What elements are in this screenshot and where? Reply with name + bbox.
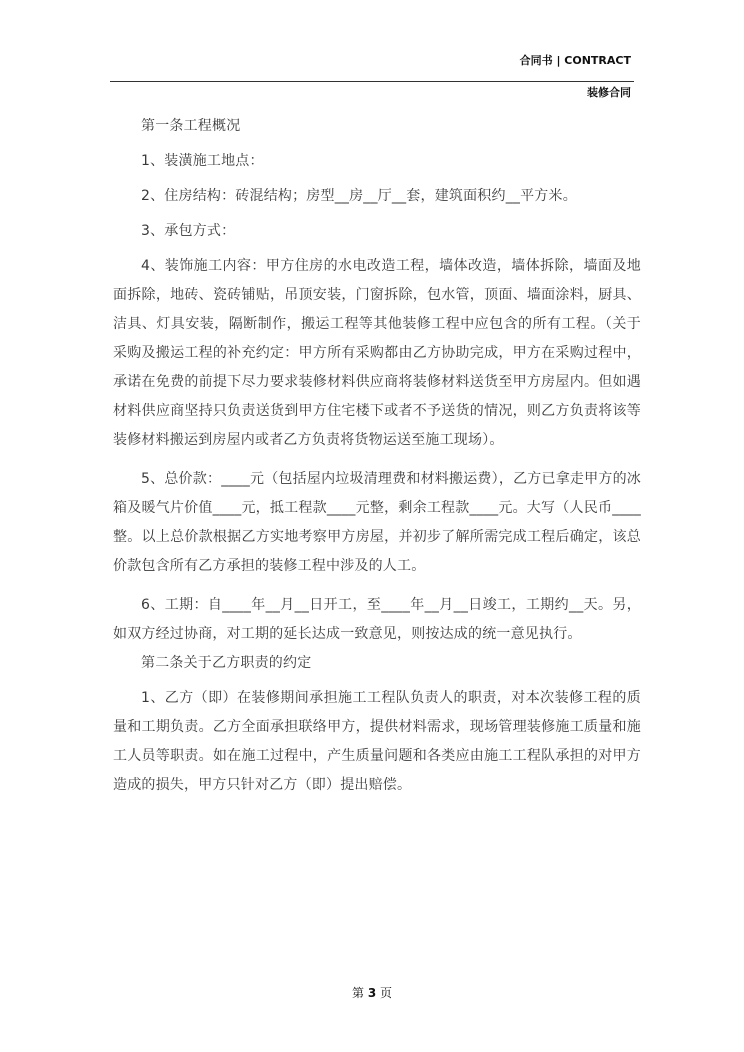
document-body xyxy=(113,112,641,800)
section-heading-1: 第一条工程概况 xyxy=(141,118,241,134)
page-footer xyxy=(0,984,744,1001)
page-number: 3 xyxy=(367,986,377,1000)
header-divider xyxy=(110,81,634,82)
clause-1-1: 1、装潢施工地点： xyxy=(141,153,264,169)
clause-1-5: 5、总价款：____元（包括屋内垃圾清理费和材料搬运费），乙方已拿走甲方的冰箱及暖气片价值____元，抵工程款____元整，剩余工程款____元。大写（人民币____整。以上总价款根据乙方实地考察甲方房屋，并初步了解所需完成工程后确定，该总价款包含所有乙方承担的装修工程中涉及的人工。 xyxy=(113,471,641,574)
clause-1-4: 4、装饰施工内容：甲方住房的水电改造工程，墙体改造，墙体拆除，墙面及地面拆除，地砖、瓷砖铺贴，吊顶安装，门窗拆除，包水管，顶面、墙面涂料，厨具、洁具、灯具安装，隔断制作，搬运工程等其他装修工程中应包含的所有工程。（关于采购及搬运工程的补充约定：甲方所有采购都由乙方协助完成，甲方在采购过程中，承诺在免费的前提下尽力要求装修材料供应商将装修材料送货至甲方房屋内。但如遇材料供应商坚持只负责送货到甲方住宅楼下或者不予送货的情况，则乙方负责将该等装修材料搬运到房屋内或者乙方负责将货物运送至施工现场）。 xyxy=(113,258,641,448)
clause-2-1: 1、乙方（即）在装修期间承担施工工程队负责人的职责，对本次装修工程的质量和工期负责。乙方全面承担联络甲方，提供材料需求，现场管理装修施工质量和施工人员等职责。如在施工过程中，产生质量问题和各类应由施工工程队承担的对甲方造成的损失，甲方只针对乙方（即）提出赔偿。 xyxy=(113,690,641,793)
header-subtitle: 装修合同 xyxy=(587,86,631,99)
clause-1-2: 2、住房结构：砖混结构；房型__房__厅__套，建筑面积约__平方米。 xyxy=(141,188,577,204)
clause-1-6: 6、工期：自____年__月__日开工，至____年__月__日竣工，工期约__天。另，如双方经过协商，对工期的延长达成一致意见，则按达成的统一意见执行。 xyxy=(113,597,641,642)
clause-1-3: 3、承包方式： xyxy=(141,223,236,239)
header-brand: 合同书 | CONTRACT xyxy=(519,54,631,67)
section-heading-2: 第二条关于乙方职责的约定 xyxy=(141,655,312,671)
footer-prefix: 第 xyxy=(351,986,364,1000)
footer-suffix: 页 xyxy=(380,986,393,1000)
